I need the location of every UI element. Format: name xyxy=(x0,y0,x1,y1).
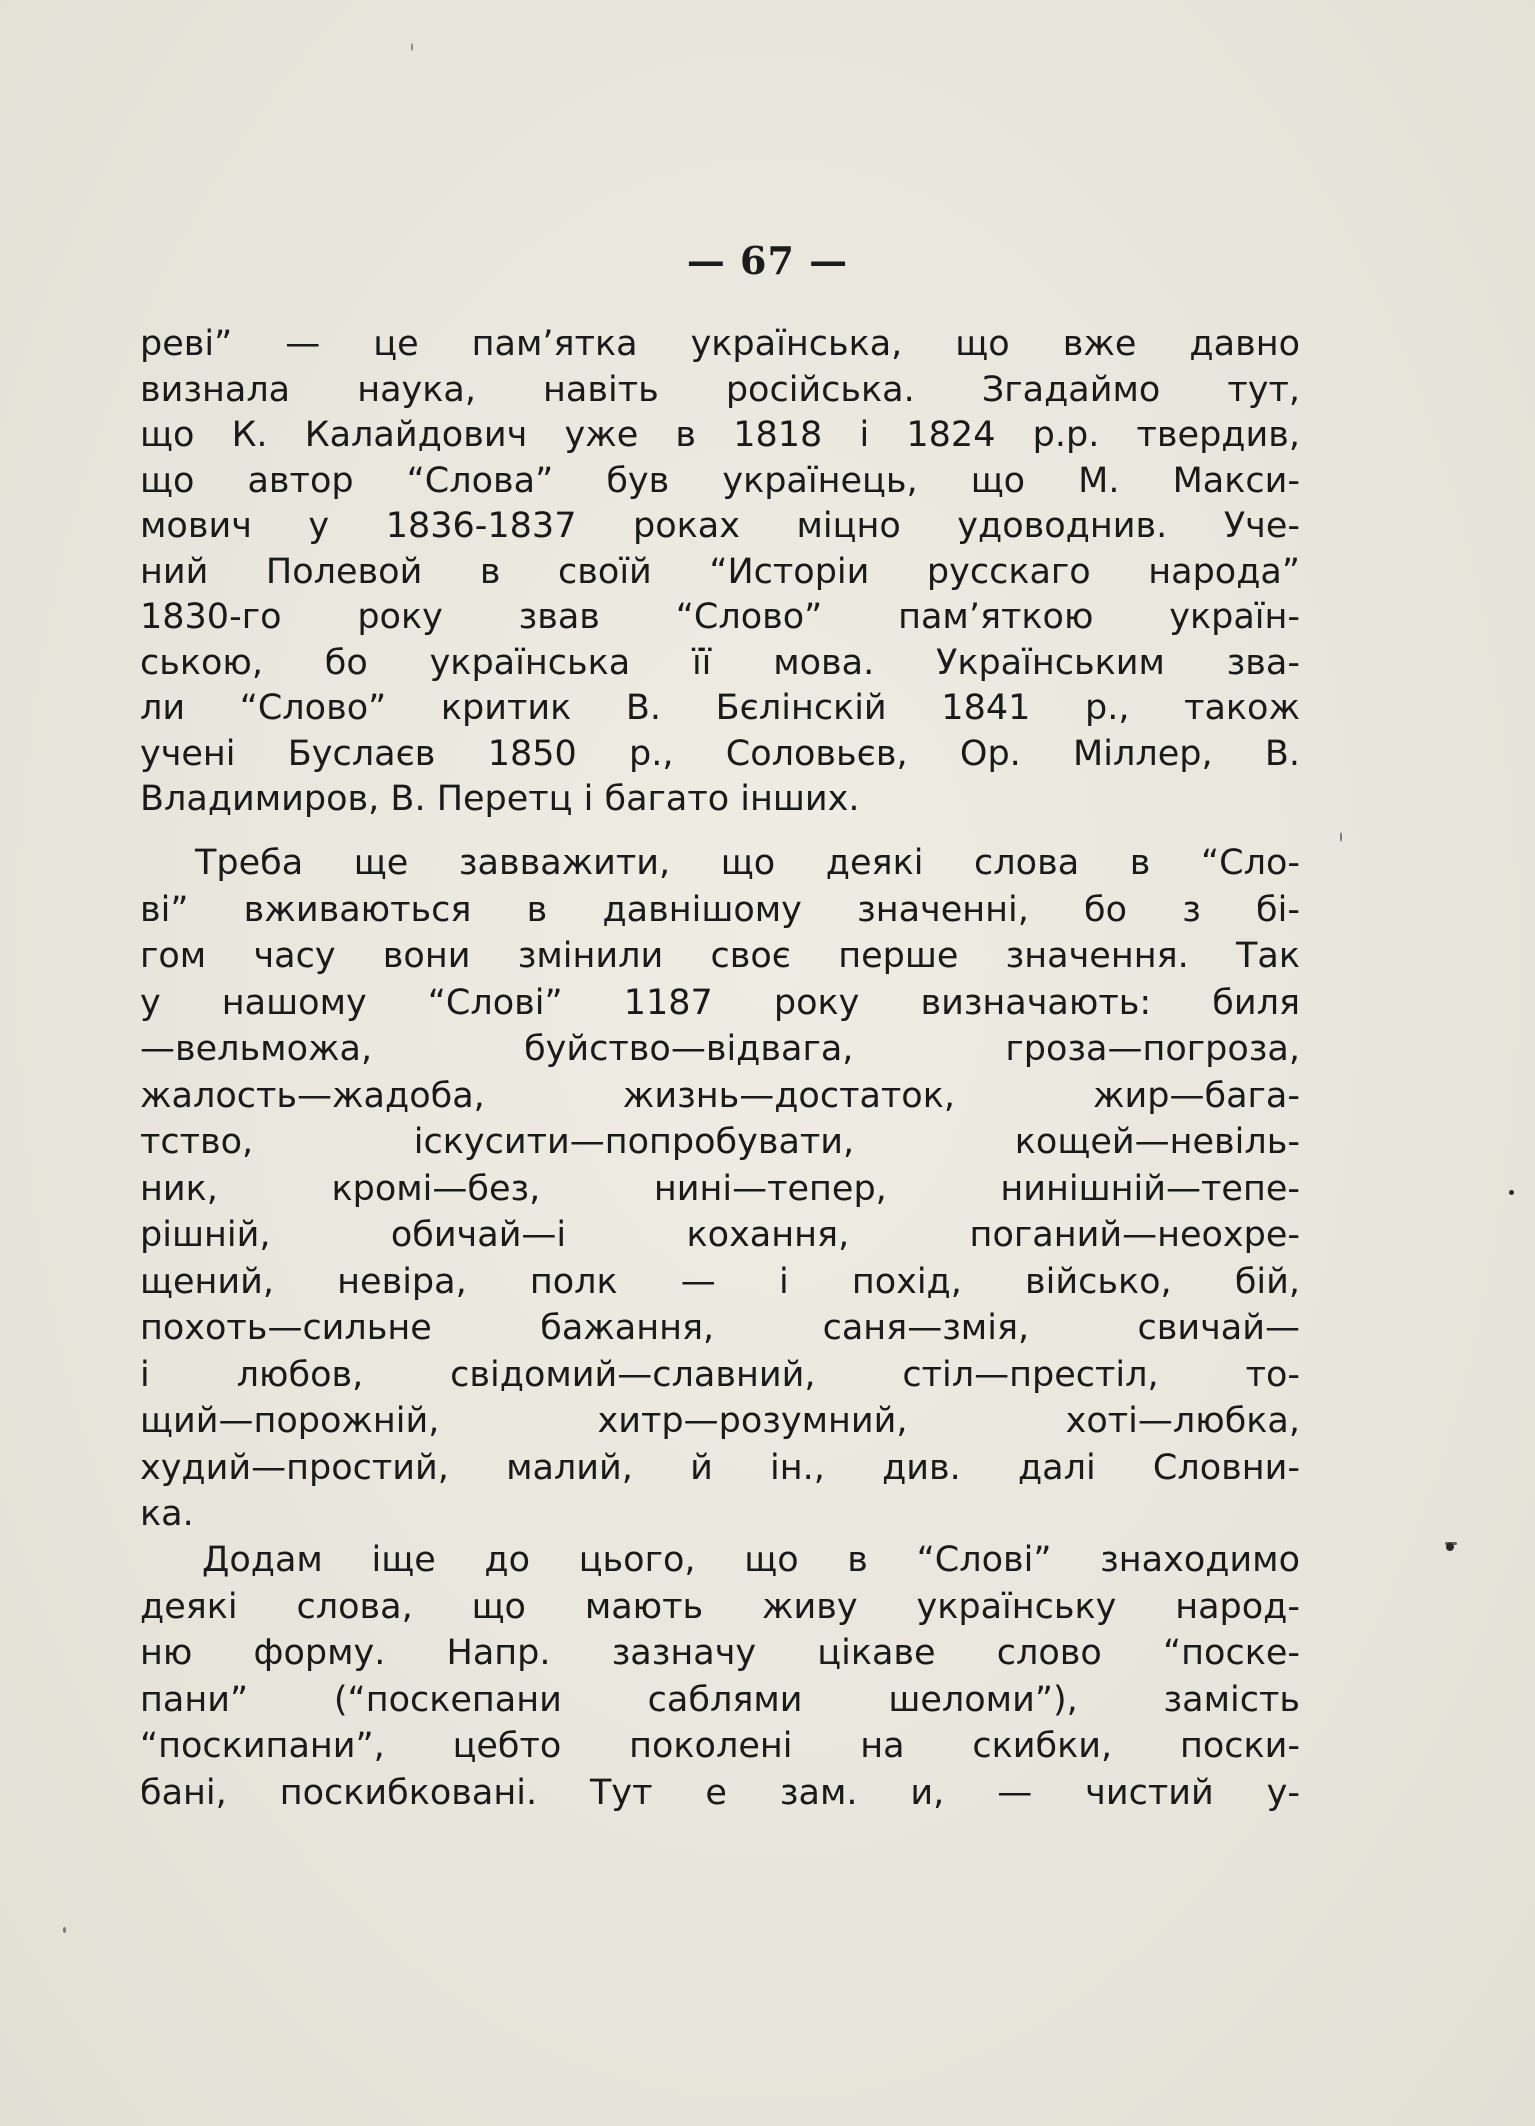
text-line: щений, невіра, полк — і похід, військо, бій, xyxy=(140,1261,1300,1302)
text-line: жалость—жадоба, жизнь—достаток, жир—бага- xyxy=(140,1075,1300,1116)
text-line: —вельможа, буйство—відвага, гроза—погроза, xyxy=(140,1029,1300,1069)
text-line: Треба ще завважити, що деякі слова в “Сло- xyxy=(195,843,1300,883)
text-line: Додам іще до цього, що в “Слові” знаходимо xyxy=(202,1540,1300,1580)
scan-speck xyxy=(63,1927,66,1933)
paragraph-2 xyxy=(140,840,1300,1538)
text-line: що автор “Слова” був українець, що М. Макси- xyxy=(140,460,1300,501)
text-line: і любов, свідомий—славний, стіл—престіл, то- xyxy=(140,1354,1300,1395)
text-line: щий—порожній, хитр—розумний, хоті—любка, xyxy=(140,1401,1300,1441)
paragraph-3 xyxy=(140,1537,1300,1816)
text-line: учені Буслаєв 1850 р., Соловьєв, Ор. Міллер, В. xyxy=(140,733,1300,774)
text-line: Владимиров, В. Перетц і багато інших. xyxy=(140,779,860,819)
text-line: ською, бо українська її мова. Українським зва- xyxy=(140,642,1300,683)
text-line: ник, кромі—без, нині—тепер, нинішній—тепе- xyxy=(140,1168,1300,1209)
paragraph-1 xyxy=(140,322,1300,823)
text-line: “поскипани”, цебто поколені на скибки, поски- xyxy=(140,1726,1300,1766)
text-line: ка. xyxy=(140,1494,194,1534)
text-line: бані, поскибковані. Тут е зам. и, — чистий у- xyxy=(140,1772,1300,1813)
text-line: рішній, обичай—і кохання, поганий—неохре- xyxy=(140,1215,1300,1255)
text-line: худий—простий, малий, й ін., див. далі Словни- xyxy=(140,1447,1300,1488)
text-line: 1830-го року звав “Слово” пам’яткою україн- xyxy=(140,597,1300,637)
text-line: реві” — це пам’ятка українська, що вже давно xyxy=(140,324,1300,364)
text-line: визнала наука, навіть російська. Згадаймо тут, xyxy=(140,369,1300,410)
text-line: ню форму. Напр. зазначу цікаве слово “поске- xyxy=(140,1633,1300,1673)
text-line: ві” вживаються в давнішому значенні, бо з бі- xyxy=(140,889,1300,930)
text-line: ли “Слово” критик В. Бєлінскій 1841 р., також xyxy=(140,688,1300,728)
text-line: ний Полевой в своїй “Исторіи русскаго народа” xyxy=(140,551,1300,592)
scan-speck xyxy=(1340,832,1342,842)
scan-speck xyxy=(1445,1542,1457,1545)
scan-speck xyxy=(411,43,413,51)
text-line: що К. Калайдович уже в 1818 і 1824 р.р. твердив, xyxy=(140,415,1300,455)
text-line: деякі слова, що мають живу українську народ- xyxy=(140,1586,1300,1627)
text-line: пани” (“поскепани саблями шеломи”), замість xyxy=(140,1679,1300,1720)
text-line: мович у 1836-1837 роках міцно удоводнив. Уче- xyxy=(140,506,1300,546)
text-line: гом часу вони змінили своє перше значення. Так xyxy=(140,936,1300,976)
text-line: тство, іскусити—попробувати, кощей—невіль- xyxy=(140,1122,1300,1162)
page-number: — 67 — xyxy=(686,238,849,283)
text-line: у нашому “Слові” 1187 року визначають: биля xyxy=(140,982,1300,1023)
scan-speck xyxy=(1509,1190,1514,1195)
text-line: похоть—сильне бажання, саня—змія, свичай— xyxy=(140,1308,1300,1348)
